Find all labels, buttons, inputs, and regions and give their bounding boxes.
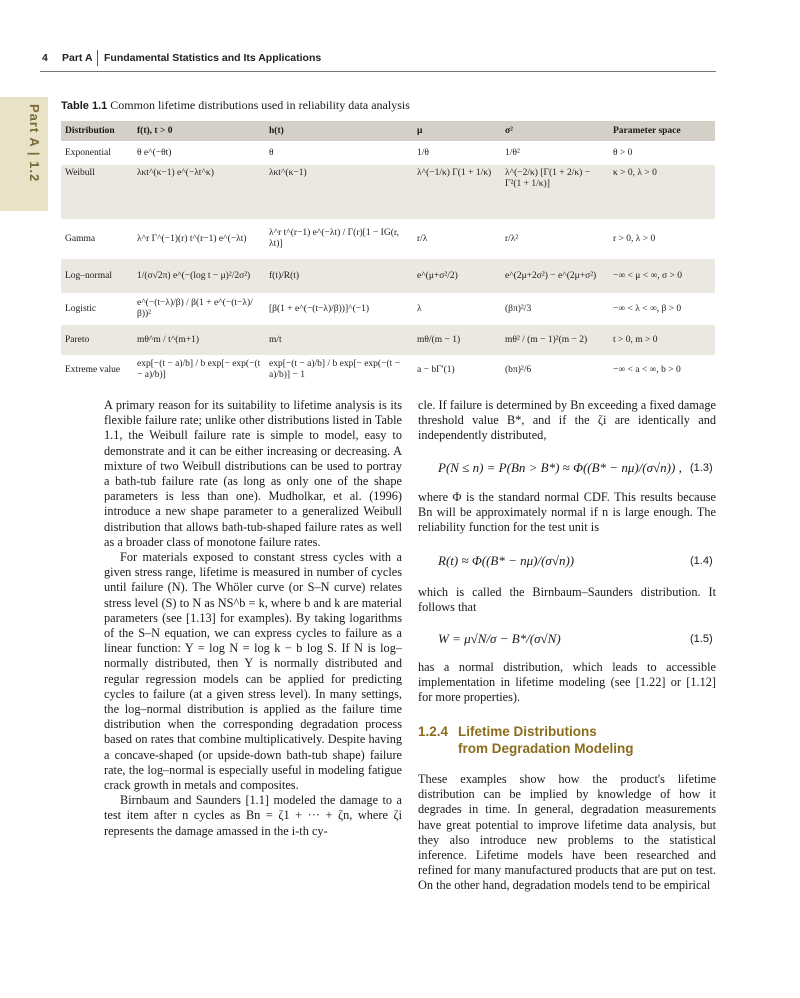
table-header: μ (413, 121, 501, 141)
paragraph: which is called the Birnbaum–Saunders distribution. It follows that (418, 585, 716, 615)
paragraph: Birnbaum and Saunders [1.1] modeled the damage to a test item after n cycles as Bn = ζ1 + ··· + ζn, where ζi represents the damage amassed in the i-th cy- (104, 793, 402, 838)
left-column (104, 398, 402, 839)
lifetime-distributions-table (61, 121, 715, 385)
table-cell: exp[−(t − a)/b] / b exp[− exp(−(t − a)/b)] − 1 (265, 355, 413, 385)
equation-1-3: P(N ≤ n) = P(Bn > B*) ≈ Φ((B* − nμ)/(σ√n)) , (438, 460, 682, 475)
table-cell: 1/θ (413, 141, 501, 165)
table-cell: Exponential (61, 141, 133, 165)
table-caption-text: Common lifetime distributions used in reliability data analysis (110, 98, 410, 112)
table-label: Table 1.1 (61, 100, 108, 112)
table-cell: mθ² / (m − 1)²(m − 2) (501, 325, 609, 355)
table-header: Distribution (61, 121, 133, 141)
equation-number: (1.4) (690, 555, 713, 567)
table-cell: λκt^(κ−1) (265, 165, 413, 219)
table-cell: e^(2μ+2σ²) − e^(2μ+σ²) (501, 259, 609, 293)
table-cell: λ^r Γ^(−1)(r) t^(r−1) e^(−λt) (133, 219, 265, 259)
running-title: Fundamental Statistics and Its Applications (104, 52, 322, 64)
table-caption (61, 98, 410, 113)
paragraph: where Φ is the standard normal CDF. This results because Bn will be approximately normal if n is large enough. The reliability function for the test unit is (418, 490, 716, 535)
equation-1-4: R(t) ≈ Φ((B* − nμ)/(σ√n)) (438, 553, 575, 568)
table-cell: Log–normal (61, 259, 133, 293)
table-cell: e^(μ+σ²/2) (413, 259, 501, 293)
table-cell: r > 0, λ > 0 (609, 219, 715, 259)
header-rule (40, 71, 716, 72)
table-cell: λκt^(κ−1) e^(−λt^κ) (133, 165, 265, 219)
table-cell: −∞ < μ < ∞, σ > 0 (609, 259, 715, 293)
paragraph: cle. If failure is determined by Bn exceeding a fixed damage threshold value B*, and if the ζi are identically and independently distributed, (418, 398, 716, 443)
equation-1-5: W = μ√N/σ − B*/(σ√N) (438, 631, 561, 646)
section-title-line-1: Lifetime Distributions (458, 724, 597, 739)
table-row (61, 259, 715, 293)
table-cell: mθ^m / t^(m+1) (133, 325, 265, 355)
table-cell: 1/θ² (501, 141, 609, 165)
table-cell: [β(1 + e^(−(t−λ)/β))]^(−1) (265, 293, 413, 325)
table-header: f(t), t > 0 (133, 121, 265, 141)
table-cell: λ (413, 293, 501, 325)
table-row (61, 355, 715, 385)
table-cell: κ > 0, λ > 0 (609, 165, 715, 219)
table-cell: (bπ)²/6 (501, 355, 609, 385)
table-cell: θ (265, 141, 413, 165)
section-number: 1.2.4 (418, 724, 449, 739)
table-cell: r/λ (413, 219, 501, 259)
table-cell: m/t (265, 325, 413, 355)
paragraph: These examples show how the product's lifetime distribution can be implied by knowledge of how it degrades in time. In general, degradation measurements have great potential to improve lifetime data analysis, but they also introduce new problems to the statistical inference. Lifetime models have been researched and refined for many manufactured products that are put on test. On the other hand, degradation models tend to be empirical (418, 772, 716, 893)
table-header-row (61, 121, 715, 141)
table-cell: mθ/(m − 1) (413, 325, 501, 355)
table-row (61, 219, 715, 259)
page-number: 4 (42, 52, 48, 64)
paragraph: A primary reason for its suitability to lifetime analysis is its flexible failure rate; unlike other distributions listed in Table 1.1, the Weibull failure rate is simple to model, easy to demonstrate and it can be either increasing or decreasing. A mixture of two Weibull distributions can be used to portray a bath-tub failure rate (as long as only one of the shape parameters is less than one). Mudholkar, et al. (1996) introduce a new shape parameter to a generalized Weibull distribution that allows bath-tub-shaped failure rates as well as a broader class of monotone failure rates. (104, 398, 402, 549)
table-cell: (βπ)²/3 (501, 293, 609, 325)
table-cell: Logistic (61, 293, 133, 325)
table-row (61, 141, 715, 165)
table-cell: Pareto (61, 325, 133, 355)
table-cell: λ^(−1/κ) Γ(1 + 1/κ) (413, 165, 501, 219)
equation-number: (1.5) (690, 633, 713, 645)
table-cell: r/λ² (501, 219, 609, 259)
table-header: σ² (501, 121, 609, 141)
table-row (61, 165, 715, 219)
table-row (61, 293, 715, 325)
equation-number: (1.3) (690, 462, 713, 474)
table-header: h(t) (265, 121, 413, 141)
table-row (61, 325, 715, 355)
part-label: Part A (62, 52, 93, 64)
table-cell: t > 0, m > 0 (609, 325, 715, 355)
header-divider (97, 50, 98, 66)
paragraph: has a normal distribution, which leads to accessible implementation in lifetime modeling (see [1.22] or [1.12] for more properties). (418, 660, 716, 705)
table-cell: Weibull (61, 165, 133, 219)
table-cell: λ^r t^(r−1) e^(−λt) / Γ(r)[1 − IG(r, λt)] (265, 219, 413, 259)
table-cell: −∞ < λ < ∞, β > 0 (609, 293, 715, 325)
section-title-line-2: from Degradation Modeling (458, 741, 634, 756)
paragraph: For materials exposed to constant stress cycles with a given stress range, lifetime is measured in number of cycles until failure (N). The Whöler curve (or S–N curve) relates stress level (S) to N as NS^b = k, where b and k are material parameters (see [1.13] for examples). By taking logarithms of the S–N equation, we can express cycles to failure as a linear function: Y = log N = log k − b log S. If N is log–normally distributed, then Y is normally distributed and regular regression models can be applied for predicting cycles to failure (at a given stress level). In many settings, the log–normal distribution is applied as the failure time distribution when the corresponding degradation process based on rates that combine multiplicatively. Despite having a concave-shaped (or upside-down bath-tub shape) failure rate, the log–normal is especially useful in modeling fatigue crack growth in metals and composites. (104, 550, 402, 793)
table-cell: Gamma (61, 219, 133, 259)
table-cell: 1/(σ√2π) e^(−(log t − μ)²/2σ²) (133, 259, 265, 293)
table-cell: exp[−(t − a)/b] / b exp[− exp(−(t − a)/b)] (133, 355, 265, 385)
table-cell: Extreme value (61, 355, 133, 385)
table-cell: θ e^(−θt) (133, 141, 265, 165)
table-cell: λ^(−2/κ) [Γ(1 + 2/κ) − Γ²(1 + 1/κ)] (501, 165, 609, 219)
table-cell: f(t)/R(t) (265, 259, 413, 293)
table-cell: −∞ < a < ∞, b > 0 (609, 355, 715, 385)
side-tab-label: Part A | 1.2 (27, 104, 42, 183)
table-cell: a − bΓ′(1) (413, 355, 501, 385)
table-cell: θ > 0 (609, 141, 715, 165)
table-header: Parameter space (609, 121, 715, 141)
table-cell: e^(−(t−λ)/β) / β(1 + e^(−(t−λ)/β))² (133, 293, 265, 325)
